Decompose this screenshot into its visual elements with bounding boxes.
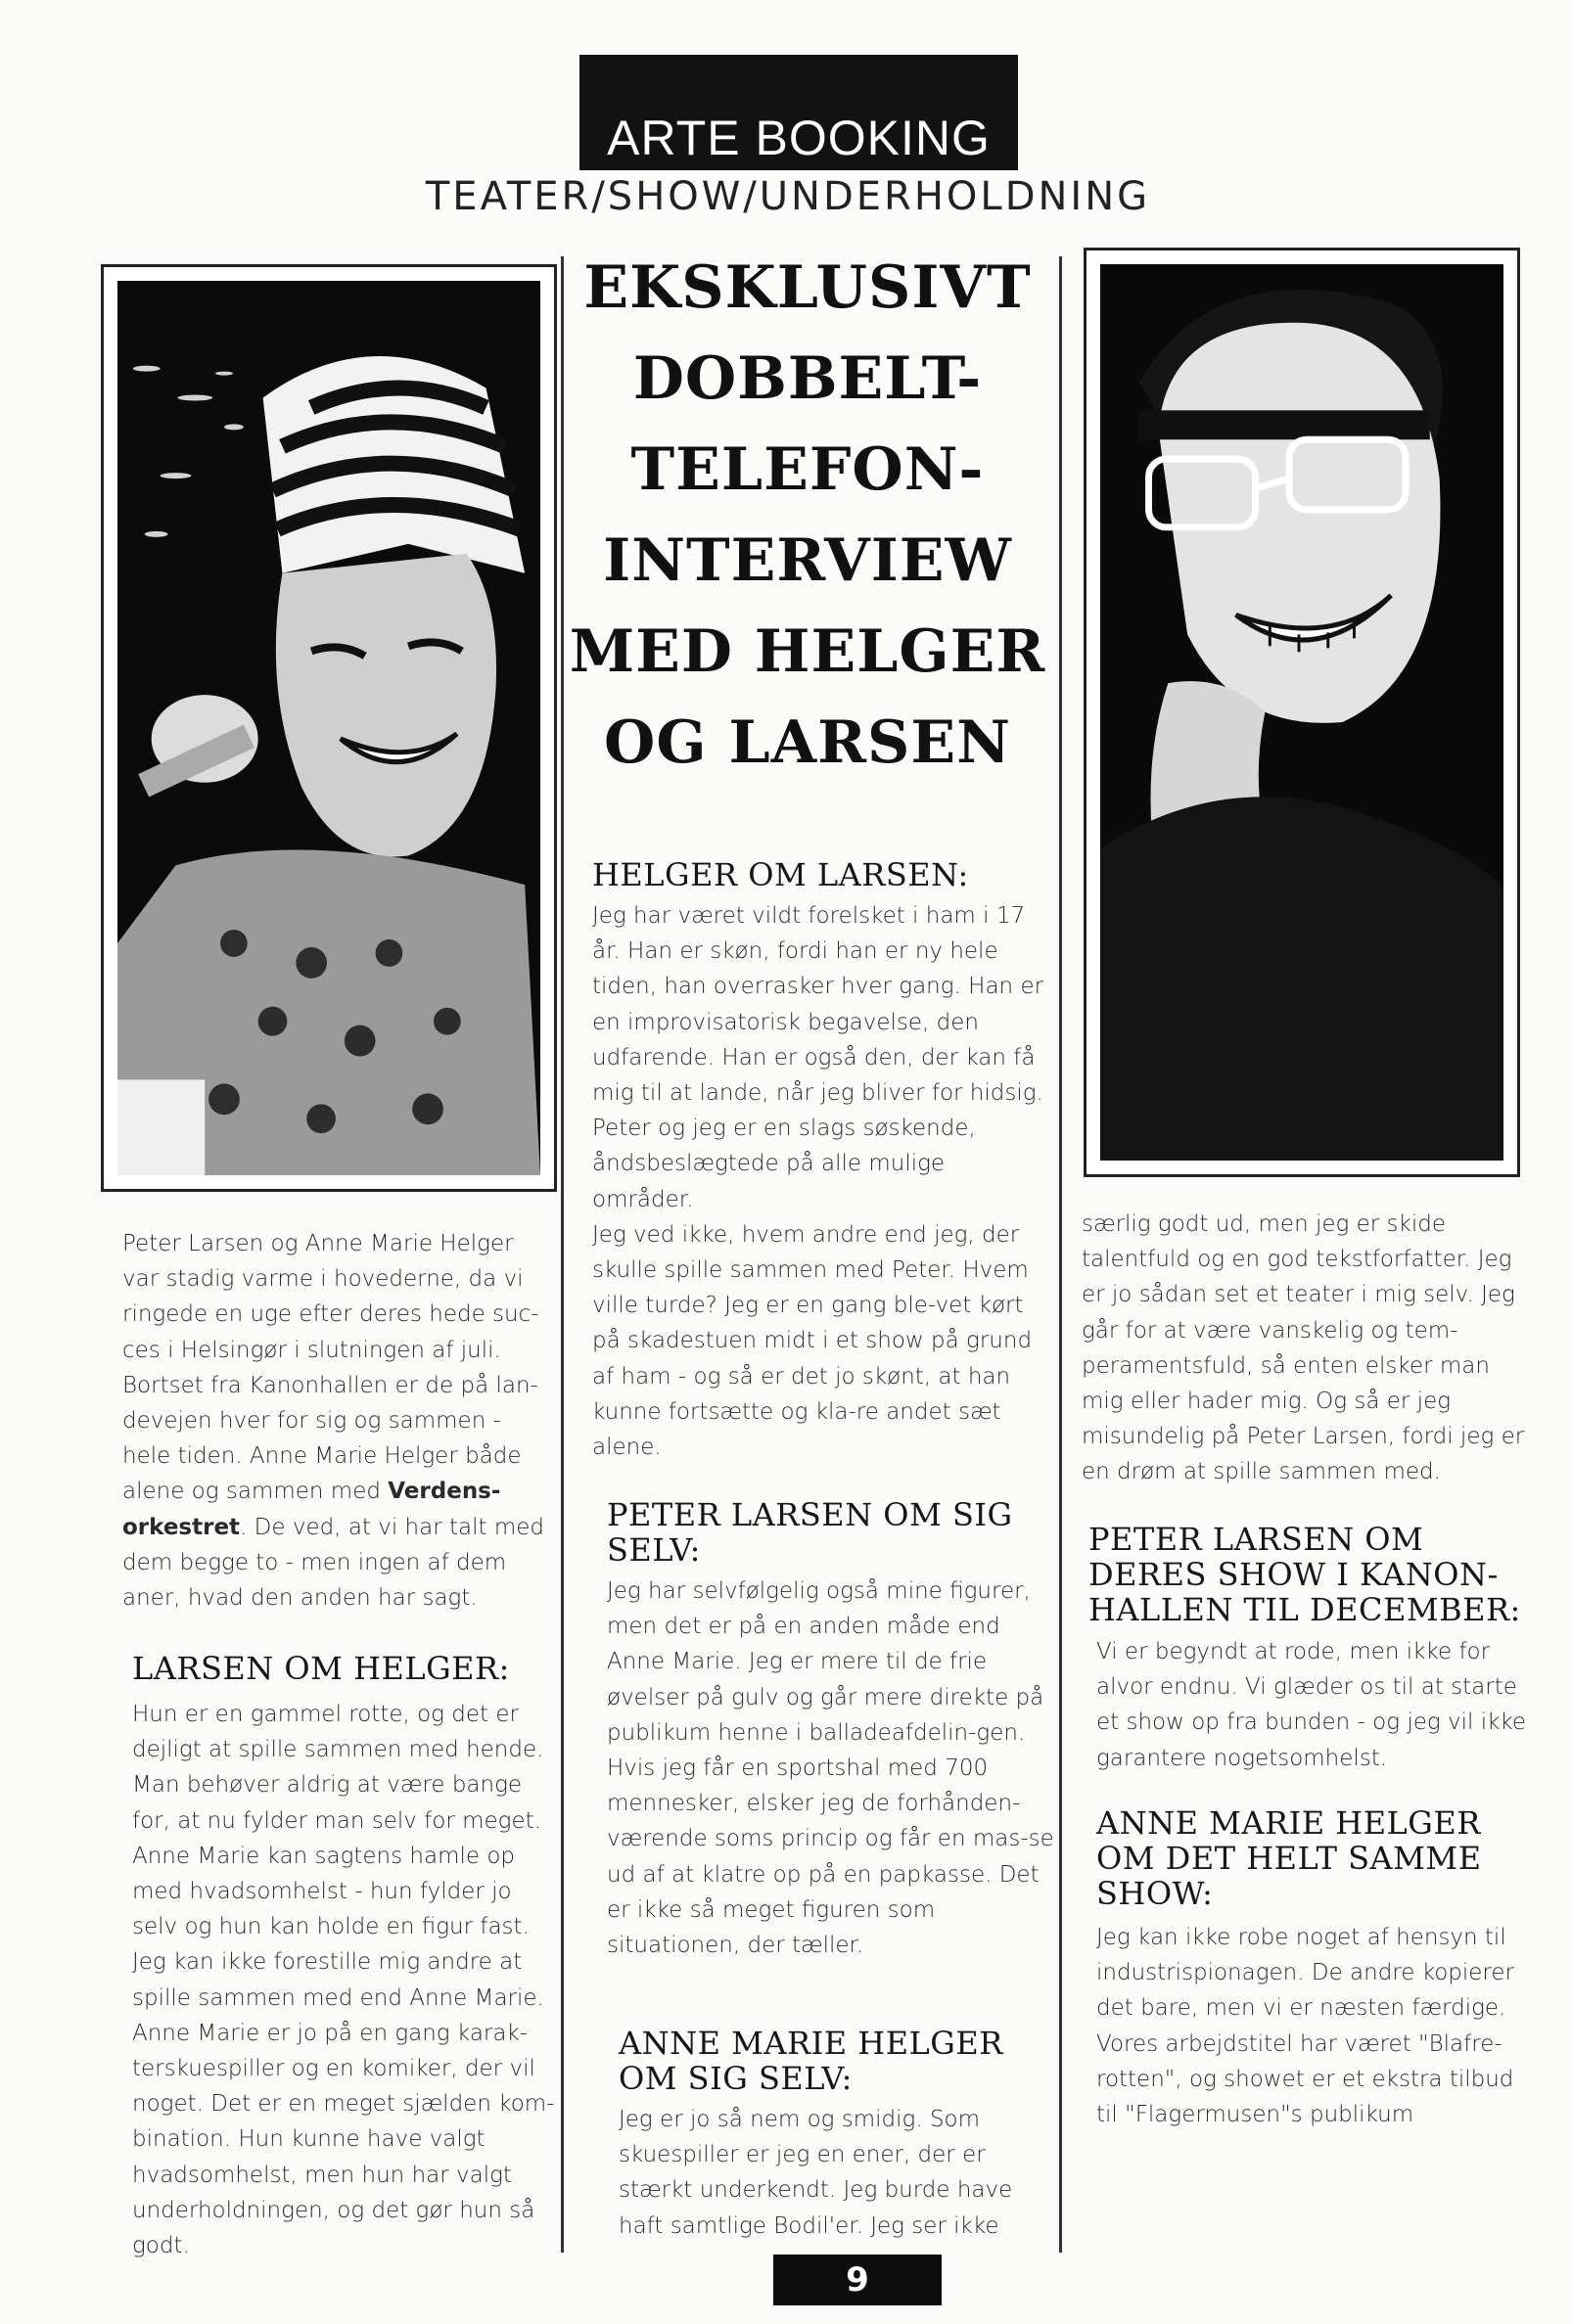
body-anne-continued: [1082, 1207, 1527, 1490]
paragraph: Jeg er jo så nem og smidig. Som skuespiller er jeg en ener, der er stærkt underkendt. Jeg burde have haft samtlige Bodil'er. Jeg ser ikke: [619, 2107, 1013, 2239]
photo-anne-marie-helger: [101, 264, 557, 1192]
body-larsen-om-helger: [132, 1697, 563, 2263]
intro-paragraph: Peter Larsen og Anne Marie Helger var stadig varme i hovederne, da vi ringede en uge efter deres hede suc-ces i Helsingør i slutningen af juli. Bortset fra Kanonhallen er de på lan-devejen hver for sig og sammen - hele tiden. Anne Marie Helger både alene og sammen med Verdens-orkestret. De ved, at vi har talt med dem begge to - men ingen af dem aner, hvad den anden har sagt.: [122, 1231, 544, 1612]
headline-line: OG LARSEN: [604, 708, 1011, 777]
paragraph: Hun er en gammel rotte, og det er dejligt at spille sammen med hende. Man behøver aldrig at være bange for, at nu fylder man selv for meget. Anne Marie kan sagtens hamle op med hvadsomhelst - hun fylder jo selv og hun kan holde en figur fast. Jeg kan ikke forestille mig andre at spille sammen med end Anne Marie. Anne Marie er jo på en gang karak-terskuespiller og en komiker, der vil noget. Det er en meget sjælden kom-bination. Hun kunne have valgt hvadsomhelst, men hun har valgt underholdningen, og det gør hun så godt.: [132, 1702, 555, 2259]
heading-helger-om-larsen: HELGER OM LARSEN:: [592, 856, 969, 893]
column-rule-right: [1059, 256, 1062, 2253]
heading-anne-om-show: ANNE MARIE HELGER OM DET HELT SAMME SHOW:: [1096, 1804, 1482, 1912]
paragraph: Jeg har selvfølgelig også mine figurer, men det er på en anden måde end Anne Marie. Jeg er mere til de frie øvelser på gulv og går mere direkte på publikum henne i balladeafdelin-gen.: [607, 1578, 1044, 1746]
page-number: 9: [773, 2255, 942, 2305]
body-anne-om-show: [1096, 1920, 1532, 2132]
body-peter-om-show: [1096, 1634, 1532, 1776]
paragraph: Vi er begyndt at rode, men ikke for alvor endnu. Vi glæder os til at starte et show op fra bunden - og jeg vil ikke garantere nogetsomhelst.: [1096, 1639, 1527, 1771]
photo-peter-larsen: [1084, 248, 1520, 1177]
headline-line: MED HELGER: [569, 617, 1046, 686]
headline-line: TELEFON-: [630, 435, 985, 504]
larsen-portrait-illustration: [1100, 264, 1503, 1161]
paragraph: Hvis jeg får en sportshal med 700 mennesker, elsker jeg de forhånden-værende soms princip og får en mas-se ud af at klatre op på en papkasse. Det er ikke så meget figuren som situationen, der tæller.: [607, 1755, 1054, 1959]
body-helger-om-larsen: [592, 898, 1052, 1465]
intro-bold-name: Verdens-orkestret: [122, 1479, 501, 1540]
heading-peter-om-sig-selv: PETER LARSEN OM SIG SELV:: [607, 1496, 1013, 1569]
headline-line: EKSKLUSIVT: [583, 253, 1032, 322]
paragraph: Jeg kan ikke robe noget af hensyn til industrispionagen. De andre kopierer det bare, men vi er næsten færdige. Vores arbejdstitel har været "Blafre-rotten", og showet er et ekstra tilbud til "Flagermusen"s publikum: [1096, 1925, 1514, 2128]
body-peter-om-sig-selv: [607, 1573, 1057, 1963]
headline: [568, 243, 1047, 789]
heading-larsen-om-helger: LARSEN OM HELGER:: [132, 1650, 510, 1687]
paragraph: Jeg ved ikke, hvem andre end jeg, der skulle spille sammen med Peter. Hvem ville turde? Jeg er en gang ble-vet kørt på skadestuen midt i et show på grund af ham - og så er det jo skønt, at han kunne fortsætte og kla-re andet sæt alene.: [592, 1221, 1033, 1461]
heading-anne-om-sig-selv: ANNE MARIE HELGER OM SIG SELV:: [619, 2025, 1003, 2097]
paragraph: Jeg har været vildt forelsket i ham i 17 år. Han er skøn, fordi han er ny hele tiden, han overrasker hver gang. Han er en improvisatorisk begavelse, den udfarende. Han er også den, der kan få mig til at lande, når jeg bliver for hidsig. Peter og jeg er en slags søskende, åndsbeslægtede på alle mulige områder.: [592, 903, 1044, 1212]
tagline: TEATER/SHOW/UNDERHOLDNING: [425, 174, 1151, 219]
heading-peter-om-show: PETER LARSEN OM DERES SHOW I KANON-HALLEN TIL DECEMBER:: [1088, 1521, 1521, 1628]
brand-banner: [579, 55, 1018, 170]
paragraph: særlig godt ud, men jeg er skide talentfuld og en god tekstforfatter. Jeg er jo sådan set et teater i mig selv. Jeg går for at være vanskelig og tem-peramentsfuld, så enten elsker man mig eller hader mig. Og så er jeg misundelig på Peter Larsen, fordi jeg er en drøm at spille sammen med.: [1082, 1211, 1525, 1485]
body-anne-om-sig-selv: [619, 2102, 1049, 2244]
brand-title: ARTE BOOKING: [607, 111, 991, 165]
headline-line: DOBBELT-: [632, 344, 983, 413]
helger-portrait-illustration: [117, 281, 540, 1175]
headline-line: INTERVIEW: [603, 526, 1012, 595]
